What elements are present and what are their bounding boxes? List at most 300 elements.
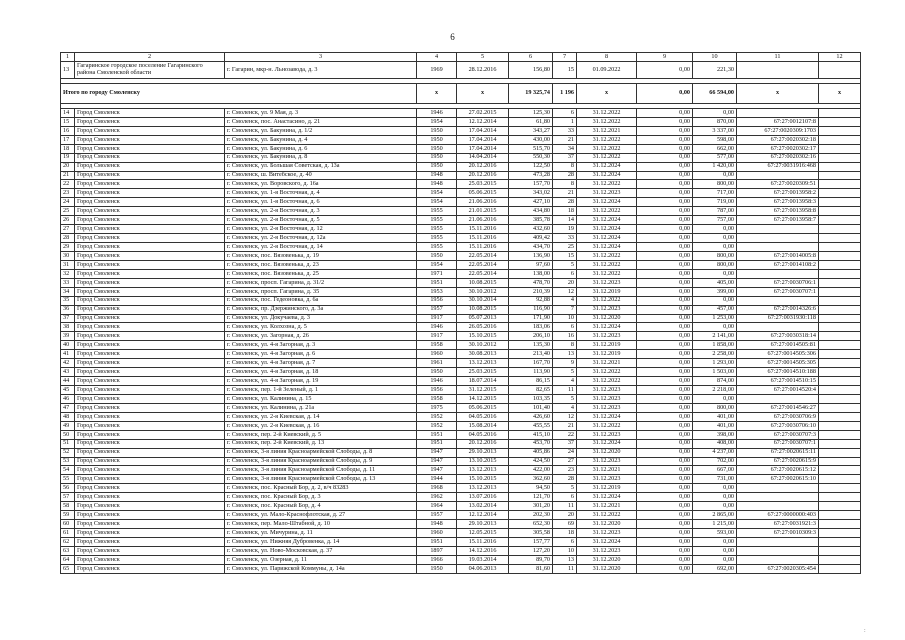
row-number-cell: 34 [61, 287, 75, 296]
residents-cell: 4 [553, 377, 577, 386]
area-cell: 473,28 [509, 171, 553, 180]
date-cell: 30.10.2012 [457, 341, 509, 350]
address-cell: г. Смоленск, пер. 2-й Киевский, д. 13 [225, 439, 417, 448]
value-cell: 0,00 [693, 493, 737, 502]
row-number-cell: 65 [61, 564, 75, 573]
deadline-cell: 31.12.2019 [577, 484, 637, 493]
area-cell: 427,10 [509, 198, 553, 207]
cadastral-number-cell: 67:27:0030707:1 [737, 439, 819, 448]
area-cell: 424,50 [509, 457, 553, 466]
address-cell: г. Смоленск, ул. 4-я Загорная, д. 6 [225, 350, 417, 359]
cadastral-number-cell: 67:27:0030706:9 [737, 412, 819, 421]
area-cell: 86,15 [509, 377, 553, 386]
municipality-cell: Город Смоленск [75, 493, 225, 502]
value-cell: 0,00 [637, 126, 693, 135]
empty-cell [819, 243, 861, 252]
value-cell: 0,00 [637, 529, 693, 538]
row-number-cell: 19 [61, 153, 75, 162]
residents-cell: 13 [553, 350, 577, 359]
row-number-cell: 26 [61, 216, 75, 225]
date-cell: 21.06.2016 [457, 198, 509, 207]
address-cell: г. Смоленск, ул. Мало-Краснофлотская, д. 27 [225, 511, 417, 520]
deadline-cell: 31.12.2023 [577, 189, 637, 198]
cadastral-number-cell [737, 225, 819, 234]
empty-cell [819, 207, 861, 216]
address-cell: г. Смоленск, 3-я линия Красноармейской Слободы, д. 13 [225, 475, 417, 484]
deadline-cell: 31.12.2020 [577, 314, 637, 323]
empty-cell [819, 350, 861, 359]
table-row [61, 529, 861, 538]
empty-cell [819, 144, 861, 153]
area-cell: 515,70 [509, 144, 553, 153]
date-cell: 14.12.2016 [457, 546, 509, 555]
municipality-cell: Город Смоленск [75, 368, 225, 377]
year-built-cell: 1947 [417, 457, 457, 466]
residents-cell: 5 [553, 394, 577, 403]
address-cell: г. Смоленск, ул. 2-я Восточная, д. 3 [225, 207, 417, 216]
area-cell: 210,39 [509, 287, 553, 296]
cadastral-number-cell: 67:27:0014546:27 [737, 403, 819, 412]
deadline-cell: 31.12.2022 [577, 368, 637, 377]
deadline-cell: 31.12.2022 [577, 296, 637, 305]
table-row [61, 216, 861, 225]
empty-cell [819, 359, 861, 368]
date-cell: 05.06.2015 [457, 189, 509, 198]
address-cell: г. Гагарин, мкр-н. Льнозавода, д. 3 [225, 61, 417, 78]
table-row [61, 403, 861, 412]
empty-cell [819, 61, 861, 78]
address-cell: г. Смоленск, ул. 4-я Загорная, д. 19 [225, 377, 417, 386]
value-cell: 2 258,00 [693, 350, 737, 359]
column-number-cell: 12 [819, 53, 861, 62]
value-cell: 870,00 [693, 117, 737, 126]
value-cell: 0,00 [637, 278, 693, 287]
row-number-cell: 40 [61, 341, 75, 350]
value-cell: 0,00 [693, 537, 737, 546]
date-cell: 13.12.2013 [457, 484, 509, 493]
row-number-cell: 38 [61, 323, 75, 332]
address-cell: г. Смоленск, ул. Бакунина, д. 1/2 [225, 126, 417, 135]
deadline-cell: 01.09.2022 [577, 61, 637, 78]
value-cell: 0,00 [637, 225, 693, 234]
deadline-cell: 31.12.2019 [577, 350, 637, 359]
column-number-cell: 9 [637, 53, 693, 62]
address-cell: г. Смоленск, пос. Гедеоновка, д. 6а [225, 296, 417, 305]
municipality-cell: Город Смоленск [75, 564, 225, 573]
total-label: Итого по городу Смоленску [61, 83, 417, 103]
date-cell: 12.05.2015 [457, 529, 509, 538]
date-cell: 17.04.2014 [457, 126, 509, 135]
deadline-cell: 31.12.2024 [577, 198, 637, 207]
table-row [61, 189, 861, 198]
area-cell: 94,50 [509, 484, 553, 493]
column-number-cell: 11 [737, 53, 819, 62]
value-cell: 0,00 [637, 537, 693, 546]
value-cell: 0,00 [637, 377, 693, 386]
value-cell: 0,00 [693, 108, 737, 117]
address-cell: г. Смоленск, ул. Колхозна, д. 5 [225, 323, 417, 332]
address-cell: г. Смоленск, пос. Анастасино, д. 21 [225, 117, 417, 126]
residents-cell: 1 [553, 117, 577, 126]
deadline-cell: 31.12.2022 [577, 260, 637, 269]
empty-cell [819, 537, 861, 546]
value-cell: 0,00 [637, 117, 693, 126]
address-cell: г. Смоленск, пр. Дзержинского, д. 3а [225, 305, 417, 314]
year-built-cell: 1955 [417, 225, 457, 234]
cadastral-number-cell: 67:27:0020615:10 [737, 475, 819, 484]
row-number-cell: 33 [61, 278, 75, 287]
area-cell: 116,90 [509, 305, 553, 314]
area-cell: 167,70 [509, 359, 553, 368]
residents-cell: 15 [553, 251, 577, 260]
year-built-cell: 1969 [417, 61, 457, 78]
residents-cell: 13 [553, 555, 577, 564]
date-cell: 15.08.2014 [457, 421, 509, 430]
row-number-cell: 20 [61, 162, 75, 171]
address-cell: г. Смоленск, пос. Красный Бор, д. 2, в/ч 83283 [225, 484, 417, 493]
year-built-cell: 1956 [417, 296, 457, 305]
cadastral-number-cell [737, 394, 819, 403]
municipality-cell: Город Смоленск [75, 555, 225, 564]
cadastral-number-cell: 67:27:0014505:81 [737, 341, 819, 350]
year-built-cell: 1955 [417, 207, 457, 216]
residents-cell: 25 [553, 243, 577, 252]
total-area: 19 325,74 [509, 83, 553, 103]
date-cell: 13.12.2013 [457, 359, 509, 368]
value-cell: 0,00 [637, 198, 693, 207]
municipality-cell: Город Смоленск [75, 359, 225, 368]
table-row [61, 234, 861, 243]
row-number-cell: 13 [61, 61, 75, 78]
value-cell: 0,00 [637, 144, 693, 153]
residents-cell: 6 [553, 493, 577, 502]
year-built-cell: 1946 [417, 323, 457, 332]
empty-cell [819, 180, 861, 189]
cadastral-number-cell: 67:27:0020615:9 [737, 457, 819, 466]
empty-cell [819, 555, 861, 564]
table-row [61, 225, 861, 234]
cadastral-number-cell: 67:27:0014108:2 [737, 260, 819, 269]
cadastral-number-cell [737, 537, 819, 546]
cadastral-number-cell: 67:27:0020302:16 [737, 153, 819, 162]
value-cell: 2 141,00 [693, 332, 737, 341]
municipality-cell: Город Смоленск [75, 260, 225, 269]
value-cell: 1 253,00 [693, 314, 737, 323]
value-cell: 0,00 [637, 171, 693, 180]
area-cell: 434,80 [509, 207, 553, 216]
cadastral-number-cell [737, 323, 819, 332]
address-cell: г. Смоленск, ул. 4-я Загорная, д. 18 [225, 368, 417, 377]
empty-cell [819, 198, 861, 207]
empty-cell [819, 225, 861, 234]
municipality-cell: Город Смоленск [75, 511, 225, 520]
cadastral-number-cell: 67:27:0014505:306 [737, 350, 819, 359]
residents-cell: 20 [553, 511, 577, 520]
cadastral-number-cell: 67:27:0013958:2 [737, 189, 819, 198]
year-built-cell: 1955 [417, 234, 457, 243]
municipality-cell: Город Смоленск [75, 341, 225, 350]
row-number-cell: 14 [61, 108, 75, 117]
date-cell: 21.06.2016 [457, 216, 509, 225]
deadline-cell: 31.12.2021 [577, 359, 637, 368]
date-cell: 21.01.2015 [457, 207, 509, 216]
row-number-cell: 37 [61, 314, 75, 323]
table-row [61, 198, 861, 207]
deadline-cell: 31.12.2022 [577, 377, 637, 386]
empty-cell [819, 448, 861, 457]
total-row [61, 83, 861, 103]
year-built-cell: 1950 [417, 162, 457, 171]
year-built-cell: 1971 [417, 269, 457, 278]
date-cell: 04.05.2016 [457, 412, 509, 421]
empty-cell [819, 564, 861, 573]
value-cell: 800,00 [693, 260, 737, 269]
empty-cell [819, 126, 861, 135]
area-cell: 61,80 [509, 117, 553, 126]
year-built-cell: 1957 [417, 305, 457, 314]
value-cell: 0,00 [637, 180, 693, 189]
deadline-cell: 31.12.2024 [577, 439, 637, 448]
total-residents: 1 196 [553, 83, 577, 103]
table-row [61, 323, 861, 332]
cadastral-number-cell: 67:27:0014505:305 [737, 359, 819, 368]
empty-cell [819, 457, 861, 466]
value-cell: 0,00 [637, 296, 693, 305]
date-cell: 13.07.2016 [457, 493, 509, 502]
value-cell: 800,00 [693, 180, 737, 189]
year-built-cell: 1954 [417, 117, 457, 126]
row-number-cell: 55 [61, 475, 75, 484]
column-number-cell: 2 [75, 53, 225, 62]
empty-cell [819, 430, 861, 439]
address-cell: г. Смоленск, ул. 4-я Загорная, д. 3 [225, 341, 417, 350]
area-cell: 422,00 [509, 466, 553, 475]
table-row [61, 135, 861, 144]
deadline-cell: 31.12.2019 [577, 341, 637, 350]
value-cell: 401,00 [693, 421, 737, 430]
table-row [61, 439, 861, 448]
residents-cell: 37 [553, 153, 577, 162]
residents-cell: 4 [553, 403, 577, 412]
value-cell: 0,00 [637, 314, 693, 323]
table-row [61, 555, 861, 564]
value-cell: 0,00 [693, 234, 737, 243]
address-cell: г. Смоленск, 3-я линия Красноармейской Слободы, д. 9 [225, 457, 417, 466]
deadline-cell: 31.12.2022 [577, 144, 637, 153]
empty-cell [819, 171, 861, 180]
year-built-cell: 1950 [417, 144, 457, 153]
row-number-cell: 45 [61, 386, 75, 395]
deadline-cell: 31.12.2020 [577, 448, 637, 457]
value-cell: 0,00 [637, 484, 693, 493]
municipality-cell: Город Смоленск [75, 484, 225, 493]
residents-cell: 22 [553, 430, 577, 439]
date-cell: 15.11.2016 [457, 225, 509, 234]
value-cell: 874,00 [693, 377, 737, 386]
year-built-cell: 1944 [417, 475, 457, 484]
area-cell: 343,02 [509, 189, 553, 198]
date-cell: 29.10.2013 [457, 520, 509, 529]
area-cell: 652,30 [509, 520, 553, 529]
value-cell: 0,00 [637, 394, 693, 403]
deadline-cell: 31.12.2023 [577, 430, 637, 439]
value-cell: 1 503,00 [693, 368, 737, 377]
value-cell: 4 237,00 [693, 448, 737, 457]
cadastral-number-cell: 67:27:0012107:8 [737, 117, 819, 126]
value-cell: 401,00 [693, 412, 737, 421]
cadastral-number-cell: 67:27:0014520:4 [737, 386, 819, 395]
column-number-row [61, 53, 861, 62]
date-cell: 27.02.2015 [457, 108, 509, 117]
value-cell: 0,00 [637, 251, 693, 260]
table-row [61, 430, 861, 439]
residents-cell: 24 [553, 448, 577, 457]
residents-cell: 18 [553, 529, 577, 538]
value-cell: 0,00 [693, 502, 737, 511]
total-cell: x [457, 83, 509, 103]
address-cell: г. Смоленск, просп. Гагарина, д. 35 [225, 287, 417, 296]
address-cell: г. Смоленск, ул. 2-я Киевская, д. 14 [225, 412, 417, 421]
value-cell: 757,00 [693, 216, 737, 225]
year-built-cell: 1960 [417, 529, 457, 538]
residents-cell: 33 [553, 234, 577, 243]
deadline-cell: 31.12.2021 [577, 126, 637, 135]
table-row [61, 243, 861, 252]
cadastral-number-cell [737, 108, 819, 117]
municipality-cell: Город Смоленск [75, 117, 225, 126]
area-cell: 135,30 [509, 341, 553, 350]
date-cell: 12.12.2014 [457, 117, 509, 126]
value-cell: 717,00 [693, 189, 737, 198]
address-cell: г. Смоленск, ул. 1-я Восточная, д. 6 [225, 198, 417, 207]
row-number-cell: 62 [61, 537, 75, 546]
value-cell: 0,00 [637, 234, 693, 243]
area-cell: 92,88 [509, 296, 553, 305]
address-cell: г. Смоленск, ш. Витебское, д. 40 [225, 171, 417, 180]
row-number-cell: 47 [61, 403, 75, 412]
column-number-cell: 5 [457, 53, 509, 62]
value-cell: 1 293,00 [693, 359, 737, 368]
row-number-cell: 48 [61, 412, 75, 421]
year-built-cell: 1950 [417, 135, 457, 144]
value-cell: 2 218,00 [693, 386, 737, 395]
area-cell: 125,30 [509, 108, 553, 117]
municipality-cell: Город Смоленск [75, 216, 225, 225]
cadastral-number-cell: 67:27:0013958:8 [737, 207, 819, 216]
address-cell: г. Смоленск, пер. 2-й Киевский, д. 5 [225, 430, 417, 439]
value-cell: 593,00 [693, 529, 737, 538]
empty-cell [819, 135, 861, 144]
residents-cell: 5 [553, 484, 577, 493]
value-cell: 2 865,00 [693, 511, 737, 520]
empty-cell [819, 502, 861, 511]
municipality-cell: Город Смоленск [75, 171, 225, 180]
row-number-cell: 51 [61, 439, 75, 448]
address-cell: г. Смоленск, ул. Нижняя Дубровенка, д. 14 [225, 537, 417, 546]
year-built-cell: 1948 [417, 171, 457, 180]
year-built-cell: 1955 [417, 243, 457, 252]
deadline-cell: 31.12.2021 [577, 466, 637, 475]
row-number-cell: 50 [61, 430, 75, 439]
area-cell: 127,20 [509, 546, 553, 555]
year-built-cell: 1951 [417, 278, 457, 287]
deadline-cell: 31.12.2022 [577, 180, 637, 189]
table-row [61, 314, 861, 323]
table-row [61, 546, 861, 555]
residents-cell: 6 [553, 108, 577, 117]
table-row [61, 296, 861, 305]
municipality-cell: Город Смоленск [75, 225, 225, 234]
municipality-cell: Город Смоленск [75, 269, 225, 278]
date-cell: 26.05.2016 [457, 323, 509, 332]
year-built-cell: 1946 [417, 377, 457, 386]
residents-cell: 19 [553, 225, 577, 234]
residents-cell: 16 [553, 332, 577, 341]
address-cell: г. Смоленск, просп. Гагарина, д. 31/2 [225, 278, 417, 287]
row-number-cell: 44 [61, 377, 75, 386]
area-cell: 213,40 [509, 350, 553, 359]
deadline-cell: 31.12.2022 [577, 511, 637, 520]
empty-cell [819, 511, 861, 520]
table-row [61, 421, 861, 430]
deadline-cell: 31.12.2020 [577, 520, 637, 529]
table-row [61, 511, 861, 520]
municipality-cell: Город Смоленск [75, 386, 225, 395]
address-cell: г. Смоленск, ул. 9 Мая, д. 3 [225, 108, 417, 117]
municipality-cell: Город Смоленск [75, 466, 225, 475]
row-number-cell: 60 [61, 520, 75, 529]
year-built-cell: 1947 [417, 466, 457, 475]
municipality-cell: Город Смоленск [75, 537, 225, 546]
cadastral-number-cell [737, 296, 819, 305]
cadastral-number-cell [737, 269, 819, 278]
residents-cell: 11 [553, 502, 577, 511]
empty-cell [819, 287, 861, 296]
value-cell: 221,30 [693, 61, 737, 78]
row-number-cell: 35 [61, 296, 75, 305]
deadline-cell: 31.12.2022 [577, 421, 637, 430]
year-built-cell: 1952 [417, 421, 457, 430]
value-cell: 0,00 [693, 546, 737, 555]
date-cell: 17.04.2014 [457, 135, 509, 144]
deadline-cell: 31.12.2024 [577, 537, 637, 546]
residents-cell: 8 [553, 341, 577, 350]
year-built-cell: 1953 [417, 287, 457, 296]
year-built-cell: 1951 [417, 430, 457, 439]
empty-cell [819, 117, 861, 126]
address-cell: г. Смоленск, ул. 2-я Восточная, д. 12 [225, 225, 417, 234]
empty-cell [819, 403, 861, 412]
area-cell: 82,65 [509, 386, 553, 395]
residents-cell: 7 [553, 305, 577, 314]
date-cell: 22.05.2014 [457, 260, 509, 269]
municipality-cell: Город Смоленск [75, 529, 225, 538]
date-cell: 25.03.2015 [457, 368, 509, 377]
value-cell: 0,00 [637, 421, 693, 430]
row-number-cell: 30 [61, 251, 75, 260]
value-cell: 0,00 [637, 359, 693, 368]
date-cell: 10.08.2015 [457, 305, 509, 314]
value-cell: 0,00 [693, 296, 737, 305]
address-cell: г. Смоленск, ул. Калинина, д. 15 [225, 394, 417, 403]
address-cell: г. Смоленск, ул. 2-я Киевская, д. 16 [225, 421, 417, 430]
year-built-cell: 1966 [417, 555, 457, 564]
row-number-cell: 32 [61, 269, 75, 278]
table-row [61, 269, 861, 278]
value-cell: 0,00 [637, 332, 693, 341]
row-number-cell: 57 [61, 493, 75, 502]
date-cell: 13.10.2015 [457, 457, 509, 466]
